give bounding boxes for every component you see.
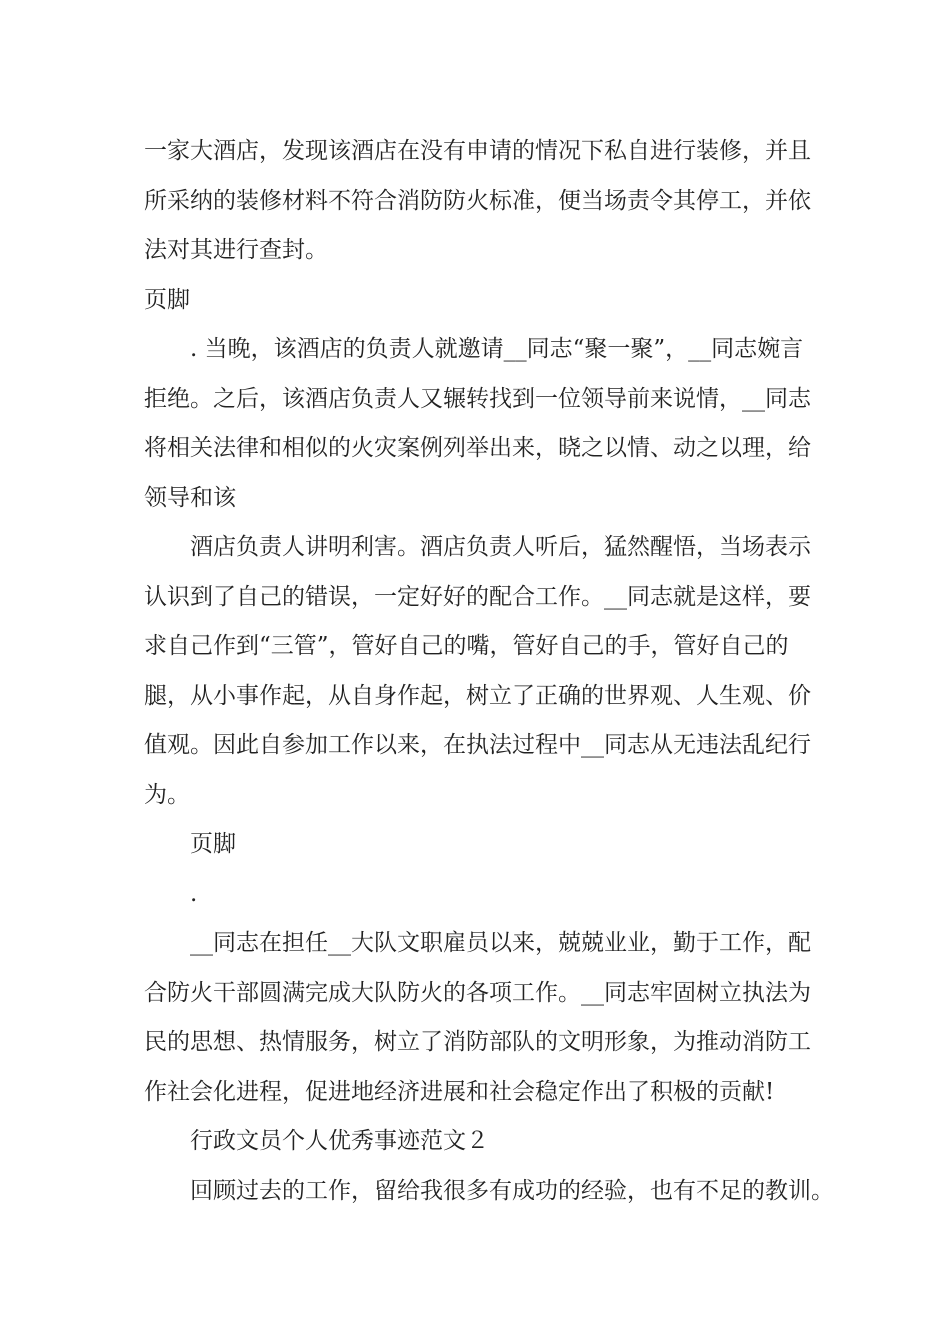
text-line: 认识到了自己的错误，一定好好的配合工作。__同志就是这样，要: [144, 583, 811, 610]
document-body: [144, 127, 834, 1216]
text-line: 法对其进行查封。: [144, 237, 328, 263]
text-line: 腿，从小事作起，从自身作起，树立了正确的世界观、人生观、价: [144, 682, 811, 709]
text-line: 求自己作到“三管”，管好自己的嘴，管好自己的手，管好自己的: [144, 633, 789, 659]
text-line: 一家大酒店，发现该酒店在没有申请的情况下私自进行装修，并且: [144, 138, 811, 164]
text-line: __同志在担任__大队文职雇员以来，兢兢业业，勤于工作，配: [190, 930, 811, 956]
text-line: 作社会化进程，促进地经济进展和社会稳定作出了积极的贡献!: [144, 1078, 775, 1105]
footer-label: 页脚: [144, 286, 190, 313]
text-line: 领导和该: [144, 484, 236, 511]
footer-label: 页脚: [190, 831, 236, 857]
text-line: 拒绝。之后，该酒店负责人又辗转找到一位领导前来说情，__同志: [144, 385, 811, 412]
text-line: 值观。因此自参加工作以来，在执法过程中__同志从无违法乱纪行: [144, 732, 811, 758]
section-heading: 行政文员个人优秀事迹范文２: [190, 1128, 489, 1154]
text-line: 民的思想、热情服务，树立了消防部队的文明形象，为推动消防工: [144, 1029, 811, 1055]
text-line: .: [190, 880, 198, 907]
text-line: . 当晚，该酒店的负责人就邀请__同志“聚一聚”，__同志婉言: [190, 336, 804, 362]
text-line: 酒店负责人讲明利害。酒店负责人听后，猛然醒悟，当场表示: [190, 534, 811, 560]
text-line: 回顾过去的工作，留给我很多有成功的经验，也有不足的教训。: [190, 1177, 834, 1204]
text-line: 为。: [144, 781, 190, 808]
text-line: 所采纳的装修材料不符合消防防火标准，便当场责令其停工，并依: [144, 187, 811, 214]
text-line: 将相关法律和相似的火灾案例列举出来，晓之以情、动之以理，给: [144, 435, 811, 461]
text-line: 合防火干部圆满完成大队防火的各项工作。__同志牢固树立执法为: [144, 979, 811, 1006]
